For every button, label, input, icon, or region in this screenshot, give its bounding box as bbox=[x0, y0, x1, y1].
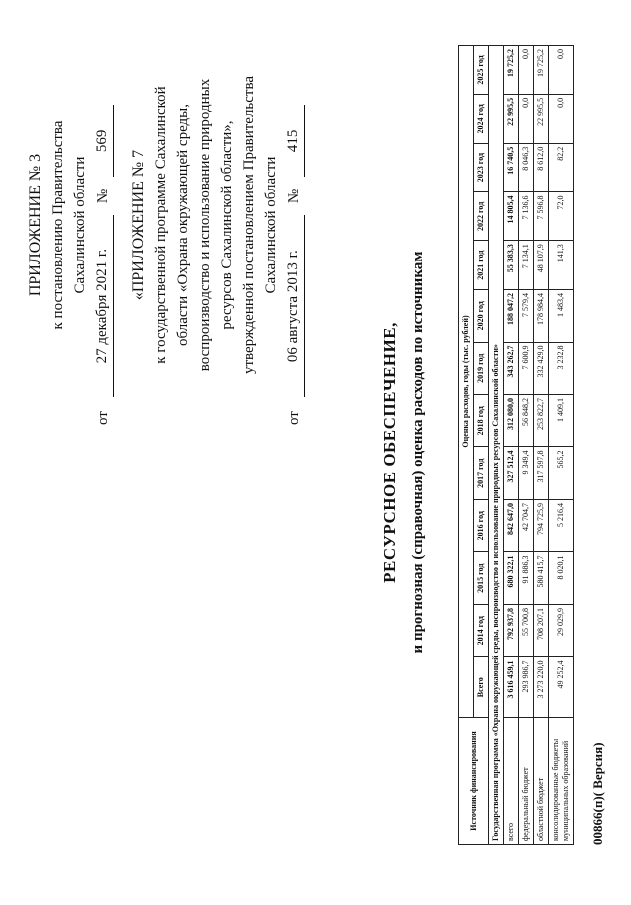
cell: 327 512,4 bbox=[504, 447, 519, 499]
column-header: 2020 год bbox=[474, 290, 489, 342]
cell: 72,0 bbox=[549, 192, 574, 241]
column-header: 2018 год bbox=[474, 395, 489, 447]
number-label: № bbox=[286, 188, 302, 204]
cell: 49 252,4 bbox=[549, 657, 574, 718]
cell: 565,2 bbox=[549, 447, 574, 499]
document-subtitle: и прогнозная (справочная) оценка расходов по источникам bbox=[410, 251, 426, 654]
cell: 3 273 220,0 bbox=[534, 657, 549, 718]
annex-7-line: к государственной программе Сахалинской bbox=[153, 86, 169, 364]
cell: 16 740,5 bbox=[504, 143, 519, 192]
cell: 7 579,4 bbox=[519, 290, 534, 342]
annex-7-date: 06 августа 2013 г. bbox=[282, 215, 305, 397]
row-label: областной бюджет bbox=[534, 718, 549, 845]
annex-7-line: ресурсов Сахалинской области», bbox=[219, 120, 235, 330]
annex-7-number: 415 bbox=[282, 105, 305, 177]
cell: 82,2 bbox=[549, 143, 574, 192]
source-header: Источник финансирования bbox=[459, 718, 489, 845]
cell: 0,0 bbox=[549, 46, 574, 95]
annex-7-line: области «Охрана окружающей среды, bbox=[175, 104, 191, 346]
cell: 0,0 bbox=[519, 94, 534, 143]
cell: 8 046,3 bbox=[519, 143, 534, 192]
cell: 708 207,1 bbox=[534, 604, 549, 656]
annex-7-title: «ПРИЛОЖЕНИЕ № 7 bbox=[130, 149, 147, 301]
cell: 680 322,1 bbox=[504, 552, 519, 604]
row-label: федеральный бюджет bbox=[519, 718, 534, 845]
version-stamp: 00866(п)( Версия) bbox=[590, 742, 605, 845]
column-header: 2025 год bbox=[474, 46, 489, 95]
cell: 792 937,8 bbox=[504, 604, 519, 656]
cell: 178 984,4 bbox=[534, 290, 549, 342]
annex-3-line: Сахалинской области bbox=[72, 156, 88, 294]
table-header-row bbox=[459, 46, 474, 845]
cell: 42 704,7 bbox=[519, 499, 534, 551]
cell: 55 383,3 bbox=[504, 241, 519, 290]
cell: 188 047,2 bbox=[504, 290, 519, 342]
annex-3-number: 569 bbox=[91, 105, 114, 177]
program-row bbox=[489, 46, 504, 845]
cell: 48 107,9 bbox=[534, 241, 549, 290]
from-label: от bbox=[286, 411, 302, 425]
table-row bbox=[549, 46, 574, 845]
cell: 8 612,0 bbox=[534, 143, 549, 192]
cell: 7 600,9 bbox=[519, 342, 534, 394]
cell: 22 995,5 bbox=[504, 94, 519, 143]
annex-3-date: 27 декабря 2021 г. bbox=[91, 215, 114, 397]
cell: 141,3 bbox=[549, 241, 574, 290]
column-header: 2017 год bbox=[474, 447, 489, 499]
cell: 8 020,1 bbox=[549, 552, 574, 604]
annex-3-date-row bbox=[91, 25, 114, 425]
document-title: РЕСУРСНОЕ ОБЕСПЕЧЕНИЕ, bbox=[380, 322, 399, 583]
annex-block bbox=[25, 25, 319, 425]
cell: 312 080,0 bbox=[504, 395, 519, 447]
program-title: Государственная программа «Охрана окружающей среды, воспроизводство и использование природных ресурсов Сахалинской области» bbox=[489, 46, 504, 845]
cell: 7 136,6 bbox=[519, 192, 534, 241]
cell: 332 429,0 bbox=[534, 342, 549, 394]
cell: 842 647,0 bbox=[504, 499, 519, 551]
cell: 794 725,9 bbox=[534, 499, 549, 551]
column-header: 2024 год bbox=[474, 94, 489, 143]
cell: 343 262,7 bbox=[504, 342, 519, 394]
cell: 253 822,7 bbox=[534, 395, 549, 447]
table-row bbox=[519, 46, 534, 845]
cell: 55 700,8 bbox=[519, 604, 534, 656]
cell: 0,0 bbox=[549, 94, 574, 143]
cell: 19 725,2 bbox=[504, 46, 519, 95]
cell: 3 232,8 bbox=[549, 342, 574, 394]
cell: 29 029,9 bbox=[549, 604, 574, 656]
row-label: всего bbox=[504, 718, 519, 845]
annex-7 bbox=[128, 25, 305, 425]
cell: 22 995,5 bbox=[534, 94, 549, 143]
column-header: 2019 год bbox=[474, 342, 489, 394]
annex-7-line: утвержденной постановлением Правительства bbox=[241, 75, 257, 375]
annex-3-title: ПРИЛОЖЕНИЕ № 3 bbox=[27, 153, 44, 297]
cell: 19 725,2 bbox=[534, 46, 549, 95]
cell: 293 986,7 bbox=[519, 657, 534, 718]
column-header: 2014 год bbox=[474, 604, 489, 656]
cell: 1 483,4 bbox=[549, 290, 574, 342]
column-header: Всего bbox=[474, 657, 489, 718]
from-label: от bbox=[95, 411, 111, 425]
table-row bbox=[534, 46, 549, 845]
table-row bbox=[504, 46, 519, 845]
cell: 317 597,8 bbox=[534, 447, 549, 499]
cell: 1 409,1 bbox=[549, 395, 574, 447]
annex-3-line: к постановлению Правительства bbox=[50, 120, 66, 330]
cell: 7 134,1 bbox=[519, 241, 534, 290]
cell: 0,0 bbox=[519, 46, 534, 95]
cell: 9 349,4 bbox=[519, 447, 534, 499]
number-label: № bbox=[95, 188, 111, 204]
annex-7-line: Сахалинской области bbox=[263, 156, 279, 294]
column-header: 2023 год bbox=[474, 143, 489, 192]
column-header: 2022 год bbox=[474, 192, 489, 241]
estimate-header: Оценка расходов, годы (тыс. рублей) bbox=[459, 46, 474, 718]
cell: 580 415,7 bbox=[534, 552, 549, 604]
cell: 91 886,3 bbox=[519, 552, 534, 604]
annex-3 bbox=[25, 25, 114, 425]
column-header: 2016 год bbox=[474, 499, 489, 551]
cell: 5 216,4 bbox=[549, 499, 574, 551]
row-label: консолидированные бюджеты муниципальных образований bbox=[549, 718, 574, 845]
annex-7-line: воспроизводство и использование природных bbox=[197, 78, 213, 372]
cell: 3 616 459,1 bbox=[504, 657, 519, 718]
cell: 7 596,8 bbox=[534, 192, 549, 241]
column-header: 2015 год bbox=[474, 552, 489, 604]
cell: 14 805,4 bbox=[504, 192, 519, 241]
annex-7-date-row bbox=[282, 25, 305, 425]
cell: 56 848,2 bbox=[519, 395, 534, 447]
column-header: 2021 год bbox=[474, 241, 489, 290]
financing-table bbox=[458, 45, 574, 845]
